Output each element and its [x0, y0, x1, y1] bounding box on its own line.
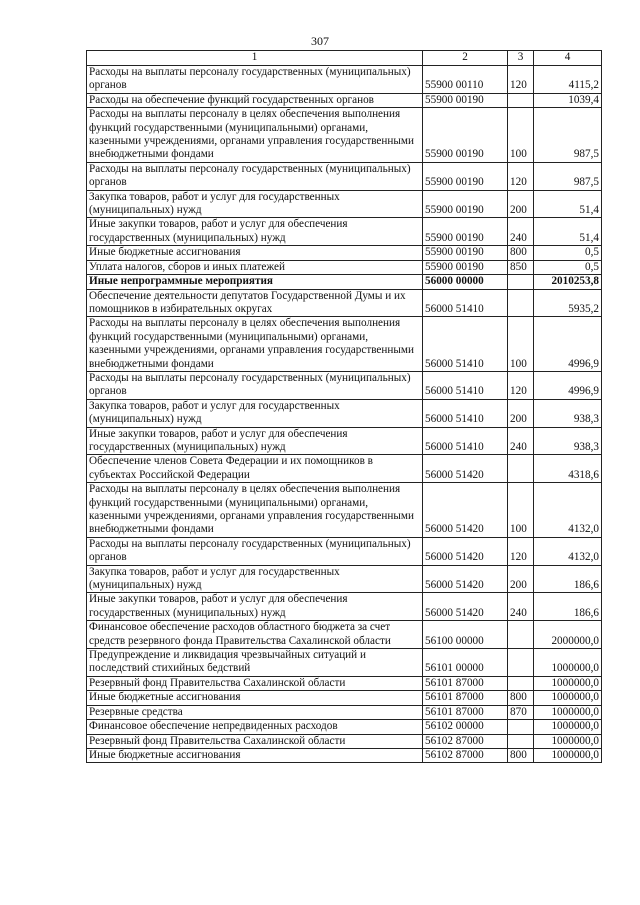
- row-sum-cell: 1000000,0: [534, 705, 602, 719]
- row-type-cell: 120: [508, 162, 534, 190]
- row-name-cell: Расходы на выплаты персоналу в целях обеспечения выполнения функций государственными (муниципальными) органами, казенными учреждениями, органами управления государственными внебюджетными фондами: [87, 108, 423, 163]
- row-code-cell: 55900 00190: [423, 190, 508, 218]
- table-header-row: [87, 51, 602, 66]
- table-row: [87, 621, 602, 649]
- table-row: [87, 371, 602, 399]
- row-sum-cell: 186,6: [534, 565, 602, 593]
- row-name-cell: Иные бюджетные ассигнования: [87, 748, 423, 762]
- row-type-cell: 240: [508, 427, 534, 455]
- row-name-cell: Иные непрограммные мероприятия: [87, 275, 423, 289]
- table-row: [87, 748, 602, 762]
- row-name-cell: Закупка товаров, работ и услуг для государственных (муниципальных) нужд: [87, 190, 423, 218]
- row-code-cell: 56000 51410: [423, 371, 508, 399]
- row-code-cell: 56000 51420: [423, 593, 508, 621]
- table-row: [87, 218, 602, 246]
- row-name-cell: Предупреждение и ликвидация чрезвычайных ситуаций и последствий стихийных бедствий: [87, 649, 423, 677]
- table-row: [87, 734, 602, 748]
- row-code-cell: 56101 00000: [423, 649, 508, 677]
- row-type-cell: 120: [508, 66, 534, 94]
- row-name-cell: Уплата налогов, сборов и иных платежей: [87, 260, 423, 274]
- table-row: [87, 260, 602, 274]
- row-sum-cell: 1039,4: [534, 93, 602, 107]
- table-row: [87, 676, 602, 690]
- row-code-cell: 55900 00190: [423, 260, 508, 274]
- row-type-cell: 100: [508, 317, 534, 372]
- row-type-cell: 870: [508, 705, 534, 719]
- row-name-cell: Закупка товаров, работ и услуг для государственных (муниципальных) нужд: [87, 565, 423, 593]
- row-sum-cell: 987,5: [534, 108, 602, 163]
- page-number: 307: [311, 34, 329, 48]
- table-row: [87, 190, 602, 218]
- row-code-cell: 55900 00110: [423, 66, 508, 94]
- row-name-cell: Иные закупки товаров, работ и услуг для обеспечения государственных (муниципальных) нужд: [87, 593, 423, 621]
- table-row: [87, 93, 602, 107]
- row-sum-cell: 0,5: [534, 260, 602, 274]
- row-type-cell: [508, 275, 534, 289]
- row-type-cell: [508, 455, 534, 483]
- row-sum-cell: 1000000,0: [534, 748, 602, 762]
- row-sum-cell: 938,3: [534, 427, 602, 455]
- table-row: [87, 455, 602, 483]
- row-type-cell: 800: [508, 691, 534, 705]
- row-code-cell: 55900 00190: [423, 162, 508, 190]
- row-code-cell: 56102 00000: [423, 720, 508, 734]
- row-name-cell: Иные бюджетные ассигнования: [87, 691, 423, 705]
- row-sum-cell: 186,6: [534, 593, 602, 621]
- row-type-cell: [508, 289, 534, 317]
- row-code-cell: 55900 00190: [423, 108, 508, 163]
- row-code-cell: 56102 87000: [423, 734, 508, 748]
- table-row: [87, 162, 602, 190]
- row-name-cell: Иные закупки товаров, работ и услуг для обеспечения государственных (муниципальных) нужд: [87, 218, 423, 246]
- row-name-cell: Финансовое обеспечение расходов областного бюджета за счет средств резервного фонда Правительства Сахалинской области: [87, 621, 423, 649]
- row-sum-cell: 1000000,0: [534, 649, 602, 677]
- row-code-cell: 56000 51410: [423, 317, 508, 372]
- row-code-cell: 56000 51410: [423, 289, 508, 317]
- row-sum-cell: 938,3: [534, 399, 602, 427]
- row-name-cell: Расходы на выплаты персоналу государственных (муниципальных) органов: [87, 162, 423, 190]
- row-sum-cell: 4115,2: [534, 66, 602, 94]
- table-row: [87, 537, 602, 565]
- row-code-cell: 56000 51420: [423, 483, 508, 538]
- column-header-3: 3: [508, 51, 534, 66]
- row-sum-cell: 4318,6: [534, 455, 602, 483]
- table-row: [87, 691, 602, 705]
- row-sum-cell: 51,4: [534, 190, 602, 218]
- row-code-cell: 56000 51420: [423, 455, 508, 483]
- row-code-cell: 55900 00190: [423, 246, 508, 260]
- row-name-cell: Иные закупки товаров, работ и услуг для обеспечения государственных (муниципальных) нужд: [87, 427, 423, 455]
- row-type-cell: 200: [508, 399, 534, 427]
- row-name-cell: Обеспечение деятельности депутатов Государственной Думы и их помощников в избирательных округах: [87, 289, 423, 317]
- column-header-2: 2: [423, 51, 508, 66]
- row-sum-cell: 987,5: [534, 162, 602, 190]
- row-name-cell: Финансовое обеспечение непредвиденных расходов: [87, 720, 423, 734]
- row-type-cell: [508, 720, 534, 734]
- row-name-cell: Расходы на выплаты персоналу государственных (муниципальных) органов: [87, 66, 423, 94]
- row-type-cell: 240: [508, 593, 534, 621]
- row-type-cell: 800: [508, 748, 534, 762]
- row-sum-cell: 4996,9: [534, 317, 602, 372]
- table-row: [87, 317, 602, 372]
- row-sum-cell: 1000000,0: [534, 691, 602, 705]
- table-row: [87, 705, 602, 719]
- row-sum-cell: 1000000,0: [534, 734, 602, 748]
- row-sum-cell: 4132,0: [534, 537, 602, 565]
- row-sum-cell: 1000000,0: [534, 720, 602, 734]
- row-code-cell: 56000 51410: [423, 399, 508, 427]
- row-code-cell: 56000 51410: [423, 427, 508, 455]
- column-header-4: 4: [534, 51, 602, 66]
- row-sum-cell: 4132,0: [534, 483, 602, 538]
- row-type-cell: 100: [508, 483, 534, 538]
- row-name-cell: Иные бюджетные ассигнования: [87, 246, 423, 260]
- row-type-cell: 800: [508, 246, 534, 260]
- table-row: [87, 289, 602, 317]
- row-type-cell: 120: [508, 537, 534, 565]
- row-type-cell: [508, 676, 534, 690]
- row-type-cell: 240: [508, 218, 534, 246]
- row-code-cell: 56000 51420: [423, 537, 508, 565]
- row-code-cell: 56101 87000: [423, 676, 508, 690]
- row-name-cell: Резервный фонд Правительства Сахалинской области: [87, 676, 423, 690]
- row-name-cell: Расходы на выплаты персоналу государственных (муниципальных) органов: [87, 371, 423, 399]
- row-type-cell: [508, 93, 534, 107]
- row-type-cell: 200: [508, 190, 534, 218]
- row-sum-cell: 2010253,8: [534, 275, 602, 289]
- row-name-cell: Резервный фонд Правительства Сахалинской области: [87, 734, 423, 748]
- table-row: [87, 66, 602, 94]
- table-row: [87, 593, 602, 621]
- row-sum-cell: 5935,2: [534, 289, 602, 317]
- table-row: [87, 649, 602, 677]
- table-row: [87, 565, 602, 593]
- table-row: [87, 108, 602, 163]
- table-row: [87, 246, 602, 260]
- budget-table: [86, 50, 602, 763]
- row-name-cell: Обеспечение членов Совета Федерации и их помощников в субъектах Российской Федерации: [87, 455, 423, 483]
- table-row: [87, 399, 602, 427]
- row-type-cell: [508, 621, 534, 649]
- row-sum-cell: 51,4: [534, 218, 602, 246]
- row-sum-cell: 1000000,0: [534, 676, 602, 690]
- row-type-cell: 120: [508, 371, 534, 399]
- row-code-cell: 55900 00190: [423, 218, 508, 246]
- table-row: [87, 720, 602, 734]
- table-row: [87, 427, 602, 455]
- row-sum-cell: 4996,9: [534, 371, 602, 399]
- row-name-cell: Расходы на выплаты персоналу в целях обеспечения выполнения функций государственными (муниципальными) органами, казенными учреждениями, органами управления государственными внебюджетными фондами: [87, 483, 423, 538]
- row-code-cell: 56102 87000: [423, 748, 508, 762]
- row-name-cell: Резервные средства: [87, 705, 423, 719]
- row-name-cell: Расходы на обеспечение функций государственных органов: [87, 93, 423, 107]
- row-sum-cell: 0,5: [534, 246, 602, 260]
- column-header-1: 1: [87, 51, 423, 66]
- row-code-cell: 56000 51420: [423, 565, 508, 593]
- row-code-cell: 56101 87000: [423, 705, 508, 719]
- row-type-cell: 200: [508, 565, 534, 593]
- row-code-cell: 56100 00000: [423, 621, 508, 649]
- row-sum-cell: 2000000,0: [534, 621, 602, 649]
- row-code-cell: 55900 00190: [423, 93, 508, 107]
- row-type-cell: 100: [508, 108, 534, 163]
- row-name-cell: Расходы на выплаты персоналу государственных (муниципальных) органов: [87, 537, 423, 565]
- row-type-cell: [508, 649, 534, 677]
- table-row: [87, 483, 602, 538]
- row-code-cell: 56000 00000: [423, 275, 508, 289]
- table-row: [87, 275, 602, 289]
- row-code-cell: 56101 87000: [423, 691, 508, 705]
- row-name-cell: Закупка товаров, работ и услуг для государственных (муниципальных) нужд: [87, 399, 423, 427]
- row-name-cell: Расходы на выплаты персоналу в целях обеспечения выполнения функций государственными (муниципальными) органами, казенными учреждениями, органами управления государственными внебюджетными фондами: [87, 317, 423, 372]
- row-type-cell: [508, 734, 534, 748]
- row-type-cell: 850: [508, 260, 534, 274]
